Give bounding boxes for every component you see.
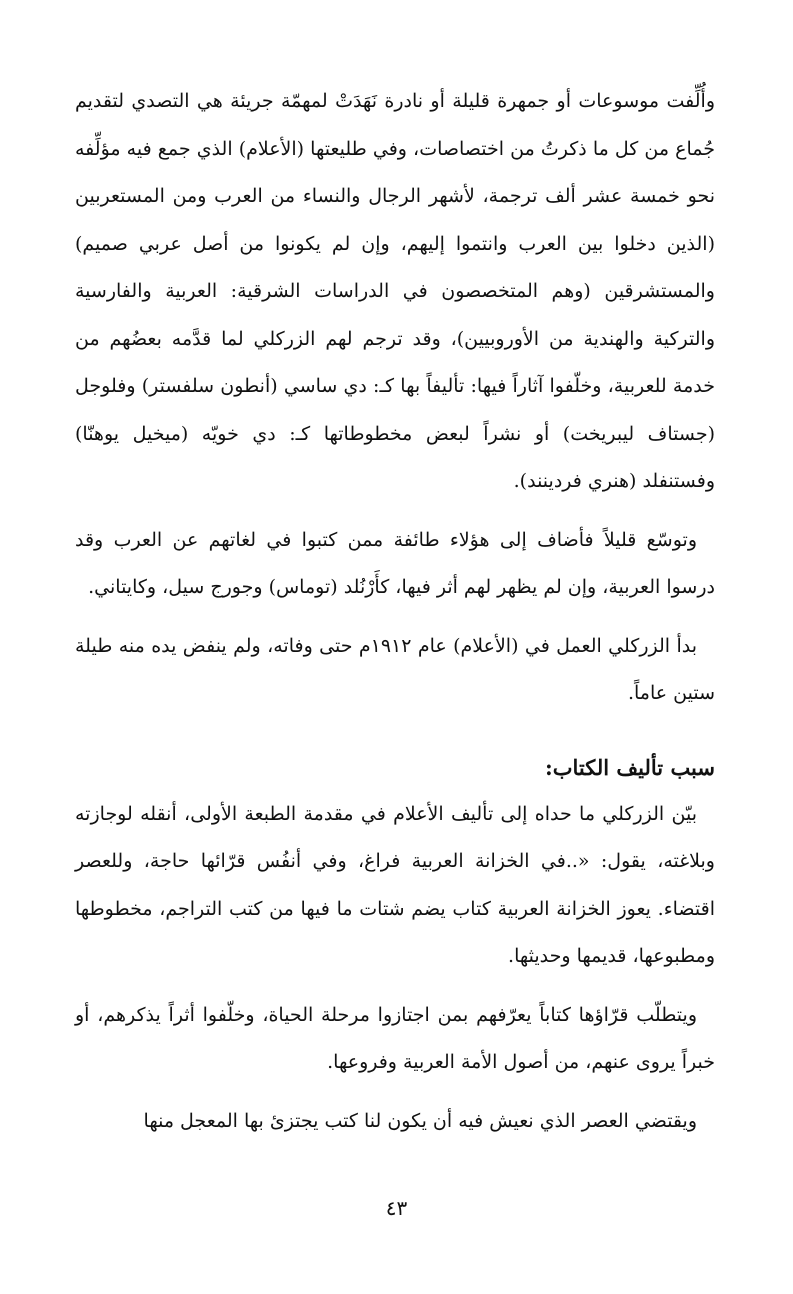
paragraph-reason: بيّن الزركلي ما حداه إلى تأليف الأعلام في مقدمة الطبعة الأولى، أنقله لوجازته وبلاغته، يقول: «..في الخزانة العربية فراغ، وفي أنفُس قرّائها حاجة، وللعصر اقتضاء. يعوز الخزانة العربية كتاب يضم شتات ما فيها من كتب التراجم، مخطوطها ومطبوعها، قديمها وحديثها. (75, 802, 715, 967)
page-number: ٤٣ (385, 1196, 408, 1220)
paragraph-encyclopedias: وأُلِّفت موسوعات أو جمهرة قليلة أو نادرة نَهَدَتْ لمهمّة جريئة هي التصدي لتقديم جُماع من كل ما ذكرتُ من اختصاصات، وفي طليعتها (الأعلام) الذي جمع فيه مؤلِّفه نحو خمسة عشر ألف ترجمة، لأشهر الرجال والنساء من العرب ومن المستعربين (الذين دخلوا بين العرب وانتموا إليهم، وإن لم يكونوا من أصل عربي صميم) والمستشرقين (وهم المتخصصون في الدراسات الشرقية: العربية والفارسية والتركية والهندية من الأوروبيين)، وقد ترجم لهم الزركلي لما قدَّمه بعضُهم من خدمة للعربية، وخلّفوا آثاراً فيها: تأليفاً بها كـ: دي ساسي (أنطون سلفستر) وفلوجل (جستاف ليبريخت) أو نشراً لبعض مخطوطاتها كـ: دي خويّه (ميخيل يوهنّا) وفستنفلد (هنري فردينند). (75, 90, 715, 492)
paragraph-start-date: بدأ الزركلي العمل في (الأعلام) عام ١٩١٢م حتى وفاته، ولم ينفض يده منه طيلة ستين عاماً. (75, 634, 715, 704)
paragraph-readers-need: ويتطلّب قرّاؤها كتاباً يعرّفهم بمن اجتازوا مرحلة الحياة، وخلّفوا أثراً يذكرهم، أو خبراً يروى عنهم، من أصول الأمة العربية وفروعها. (75, 1003, 715, 1073)
paragraph-era-requirement: ويقتضي العصر الذي نعيش فيه أن يكون لنا كتب يجتزئ بها المعجل منها (143, 1109, 697, 1132)
paragraph-expansion: وتوسّع قليلاً فأضاف إلى هؤلاء طائفة ممن كتبوا في لغاتهم عن العرب وقد درسوا العربية، وإن لم يظهر لهم أثر فيها، كأَرْنُلد (توماس) وجورج سيل، وكايتاني. (75, 528, 715, 598)
page-body (75, 78, 715, 1145)
section-heading: سبب تأليف الكتاب: (545, 754, 715, 780)
